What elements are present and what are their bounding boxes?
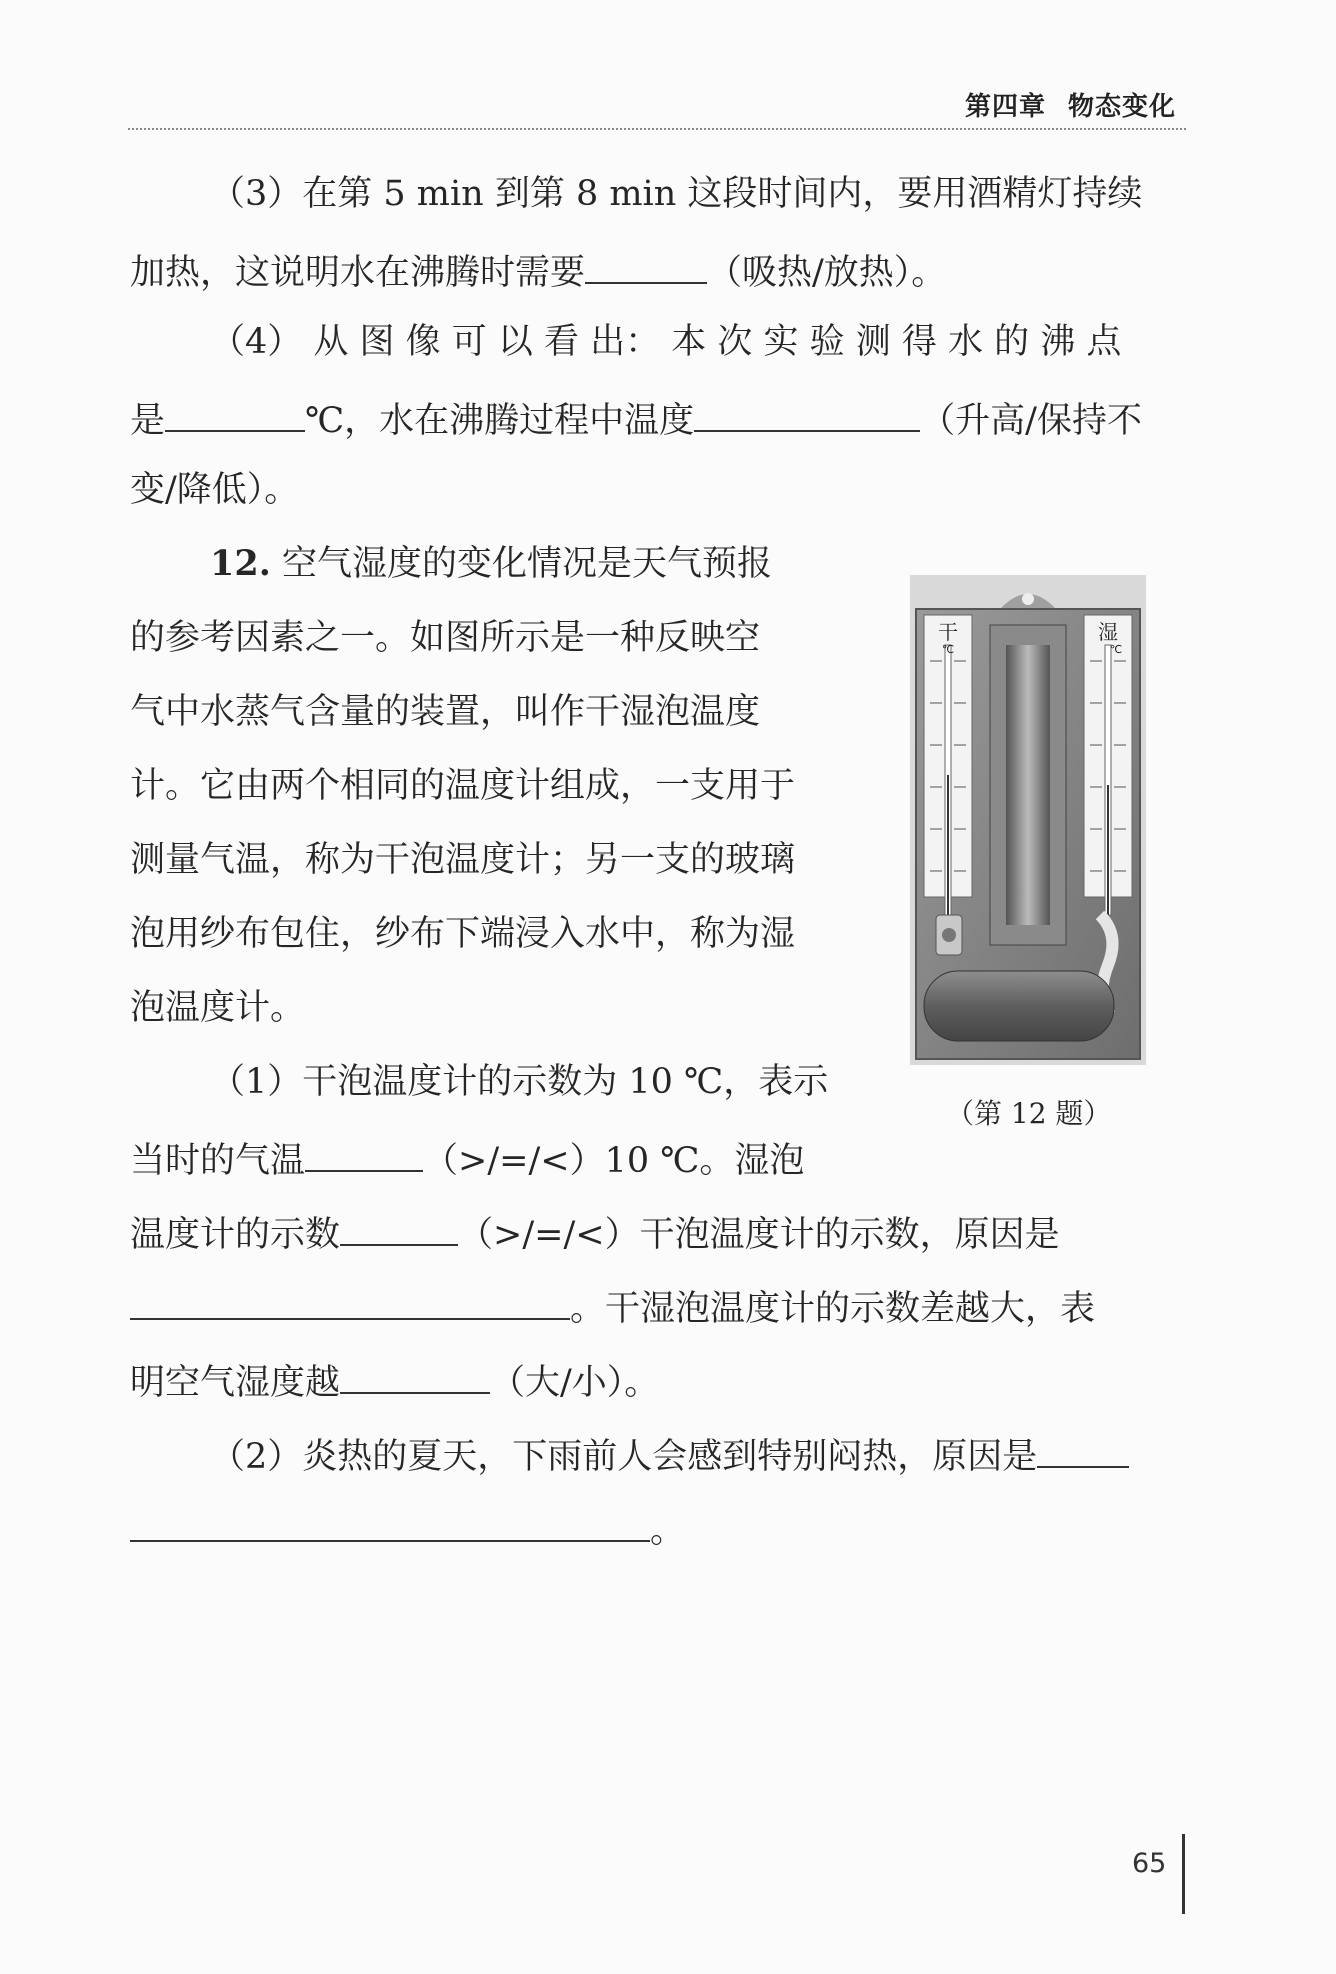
q11-part3-options: （吸热/放热）。 [707,253,947,293]
q12-intro-line5: 测量气温，称为干泡温度计；另一支的玻璃 [130,840,796,880]
dry-label: 干 [938,620,958,644]
q12-part2-line2 [130,1504,685,1553]
q11-part3-text: 加热，这说明水在沸腾时需要 [130,253,586,293]
dry-unit: ℃ [941,643,955,656]
hygrometer-figure [910,575,1146,1065]
header-divider [128,128,1186,130]
q12-part2-text: （2）炎热的夏天，下雨前人会感到特别闷热，原因是 [210,1437,1038,1477]
q12-part1-line5 [130,1356,659,1405]
q12-part1-line4 [130,1282,1095,1331]
dry-bulb [942,928,956,942]
q12-intro-line6: 泡用纱布包住，纱布下端浸入水中，称为湿 [130,914,796,954]
q12-part1-options-b: （>/=/<）干泡温度计的示数，原因是 [458,1215,1060,1255]
q12-intro-text: 空气湿度的变化情况是天气预报 [270,544,773,584]
q11-part3-line1: （3）在第 5 min 到第 8 min 这段时间内，要用酒精灯持续 [210,174,1143,214]
hanging-hole [1022,593,1034,605]
answer-blank[interactable] [585,246,707,284]
figure-caption: （第 12 题） [946,1097,1112,1130]
center-scale-tube [1006,645,1050,925]
wet-unit: ℃ [1109,643,1123,656]
q11-part4-line1: （4） 从 图 像 可 以 看 出： 本 次 实 验 测 得 水 的 沸 点 [210,322,1122,362]
answer-blank[interactable] [1037,1430,1129,1468]
question-number: 12. [210,543,271,584]
water-tank [924,971,1114,1041]
q12-part1-text-a: 当时的气温 [130,1141,306,1181]
q12-part2-line1 [210,1430,1129,1479]
q12-intro-line1 [210,542,772,586]
q11-part3-line2 [130,246,946,295]
q12-part1-text-d: 明空气湿度越 [130,1363,341,1403]
q11-part4-text-a: 是 [130,401,166,441]
q12-intro-line3: 气中水蒸气含量的装置，叫作干湿泡温度 [130,692,761,732]
answer-blank[interactable] [305,1134,423,1172]
q11-part4-options: （升高/保持不 [920,401,1142,441]
chapter-number: 第四章 [964,92,1046,122]
q12-part1-line1: （1）干泡温度计的示数为 10 ℃，表示 [210,1062,829,1102]
chapter-title: 物态变化 [1067,92,1176,122]
q12-part1-options-c: （大/小）。 [490,1363,660,1403]
q12-part1-options-a: （>/=/<）10 ℃。湿泡 [423,1141,805,1181]
q12-part1-line2 [130,1134,804,1183]
wet-liquid-column [1107,785,1109,915]
q11-part4-line3: 变/降低）。 [130,470,300,510]
q12-intro-line4: 计。它由两个相同的温度计组成，一支用于 [130,766,796,806]
chapter-header [943,86,1176,123]
wet-label: 湿 [1098,620,1118,644]
q12-part1-text-b: 温度计的示数 [130,1215,341,1255]
q11-part4-text-b: ℃，水在沸腾过程中温度 [305,401,695,441]
answer-blank[interactable] [340,1356,490,1394]
q12-intro-line2: 的参考因素之一。如图所示是一种反映空 [130,618,761,658]
answer-blank[interactable] [130,1504,650,1542]
answer-blank[interactable] [694,394,920,432]
q11-part4-line2 [130,394,1142,443]
answer-blank[interactable] [340,1208,458,1246]
q12-part1-line3 [130,1208,1060,1257]
answer-blank[interactable] [165,394,305,432]
answer-blank[interactable] [130,1282,570,1320]
page-number-bar [1182,1834,1185,1914]
q12-part1-text-c: 。干湿泡温度计的示数差越大，表 [570,1289,1096,1329]
q12-intro-line7: 泡温度计。 [130,988,306,1028]
dry-liquid-column [947,775,949,915]
q12-part2-end: 。 [650,1511,686,1551]
page-number: 65 [1132,1848,1167,1879]
